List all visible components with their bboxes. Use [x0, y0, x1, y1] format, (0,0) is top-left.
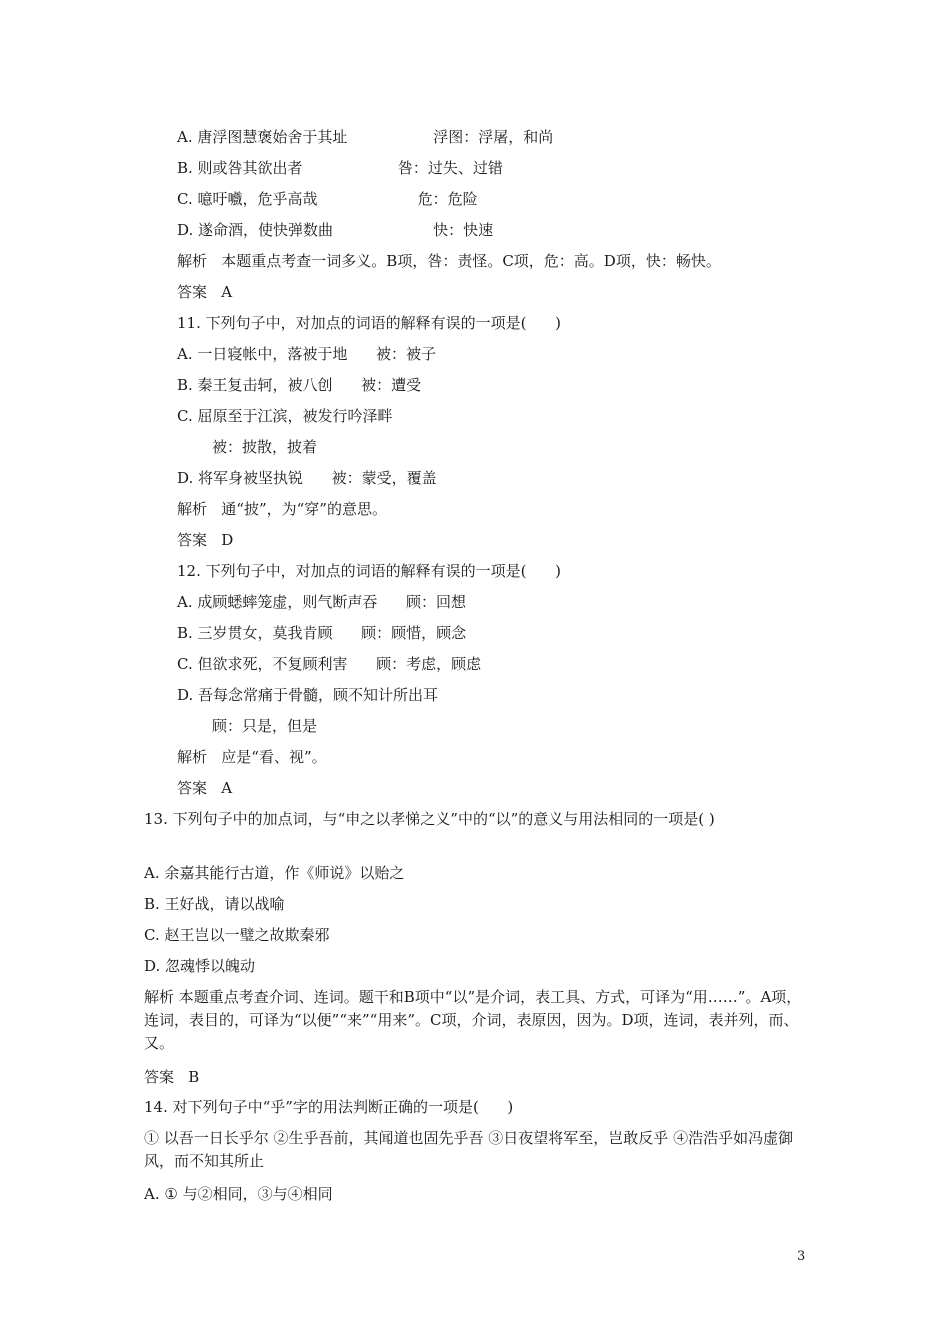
text-line: C. 噫吁嚱，危乎高哉 危：危险: [177, 190, 478, 208]
text-line: C. 但欲求死，不复顾利害 顾：考虑，顾虑: [177, 655, 482, 673]
text-line: 12. 下列句子中，对加点的词语的解释有误的一项是( ): [177, 562, 561, 580]
text-line: 答案 A: [177, 283, 233, 301]
text-line: 答案 B: [144, 1068, 200, 1086]
text-line: D. 吾每念常痛于骨髓，顾不知计所出耳: [177, 686, 439, 704]
text-line: 答案 A: [177, 779, 233, 797]
text-line: A. 一日寝帐中，落被于地 被：被子: [177, 345, 436, 363]
text-line: 顾：只是，但是: [212, 717, 318, 735]
text-line: 解析 本题重点考查一词多义。B项，咎：责怪。C项，危：高。D项，快：畅快。: [177, 252, 721, 270]
text-line: 11. 下列句子中，对加点的词语的解释有误的一项是( ): [177, 314, 561, 332]
text-line: D. 遂命酒，使快弹数曲 快：快速: [177, 221, 494, 239]
text-line: 解析 本题重点考查介词、连词。题干和B项中“以”是介词，表工具、方式，可译为“用……”。A项，连词，表目的，可译为“以便”“来”“用来”。C项，介词，表原因，因为。D项，连词，表并列，而、又。: [144, 988, 802, 1052]
text-line: B. 则或咎其欲出者 咎：过失、过错: [177, 159, 503, 177]
text-line: A. 唐浮图慧褒始舍于其址 浮图：浮屠，和尚: [177, 128, 554, 146]
text-line: A. 成顾蟋蟀笼虚，则气断声吞 顾：回想: [177, 593, 466, 611]
text-line: 13. 下列句子中的加点词，与“申之以孝悌之义”中的“以”的意义与用法相同的一项是( ): [144, 810, 715, 828]
text-line: 解析 通“披”，为“穿”的意思。: [177, 500, 387, 518]
text-line: 解析 应是“看、视”。: [177, 748, 327, 766]
text-line: B. 三岁贯女，莫我肯顾 顾：顾惜，顾念: [177, 624, 467, 642]
text-line: C. 屈原至于江滨，被发行吟泽畔: [177, 407, 393, 425]
text-line: ① 以吾一日长乎尔 ②生乎吾前，其闻道也固先乎吾 ③日夜望将军至，岂敢反乎 ④浩浩乎如冯虚御风，而不知其所止: [144, 1129, 794, 1170]
text-line: C. 赵王岂以一璧之故欺秦邪: [144, 926, 330, 944]
text-line: D. 将军身被坚执锐 被：蒙受，覆盖: [177, 469, 437, 487]
text-line: 答案 D: [177, 531, 234, 549]
text-line: 被：披散，披着: [212, 438, 318, 456]
page-number: 3: [797, 1249, 806, 1264]
text-line: B. 秦王复击轲，被八创 被：遭受: [177, 376, 422, 394]
text-line: 14. 对下列句子中“乎”字的用法判断正确的一项是( ): [144, 1098, 514, 1116]
text-line: B. 王好战，请以战喻: [144, 895, 285, 913]
text-line: A. ① 与②相同，③与④相同: [144, 1185, 333, 1203]
text-line: D. 忽魂悸以魄动: [144, 957, 256, 975]
text-line: A. 余嘉其能行古道，作《师说》以贻之: [144, 864, 405, 882]
